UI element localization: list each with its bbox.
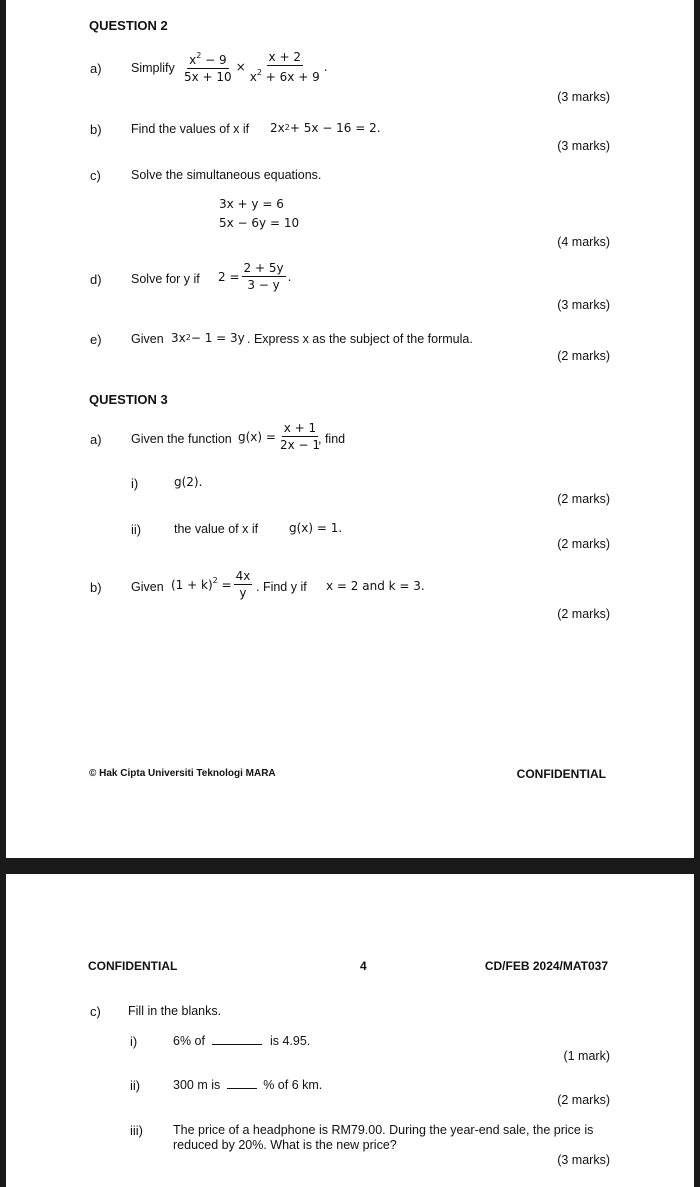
q3aii-text: the value of x if <box>174 522 259 536</box>
q3c-label: c) <box>90 1004 101 1019</box>
confidential-footer: CONFIDENTIAL <box>516 767 606 781</box>
q3a-find: , find <box>318 432 346 446</box>
q3b-label: b) <box>90 580 102 595</box>
q2b-text: Find the values of x if <box>131 122 250 136</box>
q2a-label: a) <box>90 61 102 76</box>
q3ci-label: i) <box>130 1034 138 1049</box>
q3aii-label: ii) <box>131 522 142 537</box>
q3cii-text <box>173 1078 322 1092</box>
q2c-equation-1: 3x + y = 6 <box>219 197 284 211</box>
q3ai-expression: g(2). <box>174 475 203 489</box>
q3b-equation: $(1 + k)^2$ = $\frac{4x}{y}$ <box>171 569 251 600</box>
q2e-label: e) <box>90 332 102 347</box>
q3aii-marks: (2 marks) <box>557 537 610 551</box>
q2b-label: b) <box>90 122 102 137</box>
q3b-given: Given <box>131 580 164 594</box>
exam-page-3 <box>6 0 694 858</box>
q3ciii-text: The price of a headphone is RM79.00. During the year-end sale, the price is reduced by 20%. What is the new price? <box>173 1123 594 1152</box>
q2c-label: c) <box>90 168 101 183</box>
q3c-text: Fill in the blanks. <box>128 1004 222 1018</box>
question-2-heading: QUESTION 2 <box>89 18 168 33</box>
q2d-label: d) <box>90 272 102 287</box>
q3a-label: a) <box>90 432 102 447</box>
exam-page-4 <box>6 874 694 1187</box>
paper-code: CD/FEB 2024/MAT037 <box>484 959 608 973</box>
copyright-footer: © Hak Cipta Universiti Teknologi MARA <box>89 768 276 779</box>
q2d-equation: 2 = $\frac{2 + 5y}{3 - y}$ . <box>218 261 292 292</box>
page-number: 4 <box>360 959 367 973</box>
q2a-simplify-text: Simplify <box>131 61 175 75</box>
q3cii-post: % of 6 km. <box>263 1078 323 1092</box>
q3ci-blank[interactable] <box>212 1034 262 1045</box>
q3ciii-label: iii) <box>130 1123 143 1138</box>
q2a-expression: $\frac{x^2 - 9}{5x + 10}$ × $\frac{x + 2}{x^2 + 6x + 9}$ . <box>184 50 328 84</box>
q3a-function: g(x) = $\frac{x + 1}{2x - 1}$ <box>238 421 321 452</box>
q3ci-marks: (1 mark) <box>563 1049 610 1063</box>
q2e-equation: 3x $^2$ − 1 = 3y <box>171 331 245 345</box>
q2c-text: Solve the simultaneous equations. <box>131 168 322 182</box>
q2c-equation-2: 5x − 6y = 10 <box>219 216 300 230</box>
q2b-marks: (3 marks) <box>557 139 610 153</box>
q3ci-pre: 6% of <box>173 1034 205 1048</box>
q3cii-marks: (2 marks) <box>557 1093 610 1107</box>
q3ciii-marks: (3 marks) <box>557 1153 610 1167</box>
question-3-heading: QUESTION 3 <box>89 392 168 407</box>
q3a-given: Given the function <box>131 432 232 446</box>
q3ci-text <box>173 1034 310 1048</box>
q2a-marks: (3 marks) <box>557 90 610 104</box>
q2e-text: . Express x as the subject of the formula. <box>247 332 473 346</box>
q3ai-label: i) <box>131 476 139 491</box>
q3b-values: x = 2 and k = 3. <box>326 579 425 593</box>
q3ci-post: is 4.95. <box>269 1034 311 1048</box>
q3ai-marks: (2 marks) <box>557 492 610 506</box>
q3cii-label: ii) <box>130 1078 141 1093</box>
q2c-marks: (4 marks) <box>557 235 610 249</box>
q2b-equation: 2x $^2$ + 5x − 16 = 2. <box>270 121 381 135</box>
q3cii-blank[interactable] <box>227 1078 257 1089</box>
q3cii-pre: 300 m is <box>173 1078 221 1092</box>
q2d-text: Solve for y if <box>131 272 200 286</box>
q3b-marks: (2 marks) <box>557 607 610 621</box>
q3b-find: . Find y if <box>256 580 307 594</box>
confidential-header: CONFIDENTIAL <box>88 959 178 973</box>
q2e-given: Given <box>131 332 164 346</box>
q3aii-expression: g(x) = 1. <box>289 521 343 535</box>
q2e-marks: (2 marks) <box>557 349 610 363</box>
q2d-marks: (3 marks) <box>557 298 610 312</box>
